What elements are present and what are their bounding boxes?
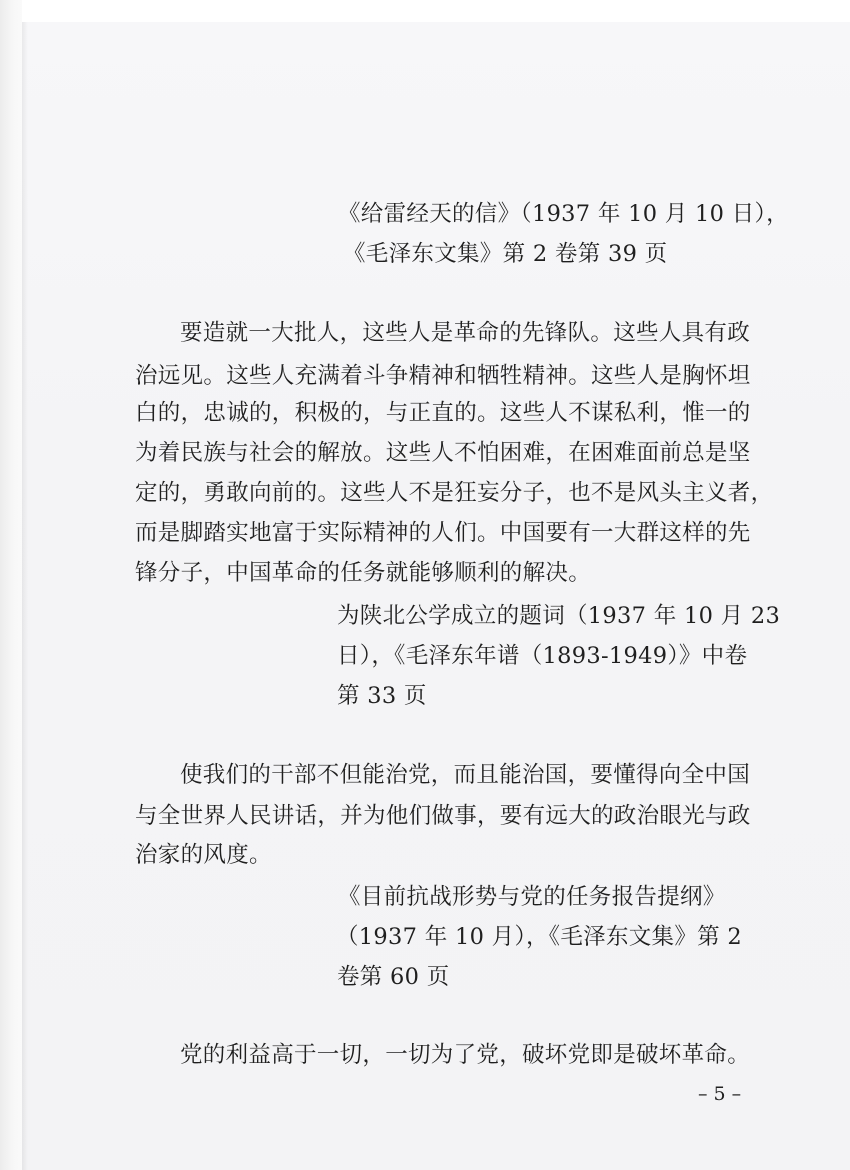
scan-left-margin [0, 0, 22, 1170]
paragraph-line: 为着民族与社会的解放。这些人不怕困难，在困难面前总是坚 [135, 440, 751, 466]
paragraph-line: 治远见。这些人充满着斗争精神和牺牲精神。这些人是胸怀坦 [135, 363, 751, 389]
paragraph-line: 而是脚踏实地富于实际精神的人们。中国要有一大群这样的先 [135, 520, 751, 546]
document-page [22, 22, 850, 1170]
paragraph-line: 使我们的干部不但能治党，而且能治国，要懂得向全中国 [180, 762, 751, 788]
paragraph-line: 党的利益高于一切，一切为了党，破坏党即是破坏革命。 [180, 1042, 751, 1068]
scan-top-margin [0, 0, 850, 22]
paragraph-line: 治家的风度。 [135, 842, 272, 868]
citation-line: 《给雷经天的信》（1937 年 10 月 10 日）， [338, 201, 789, 227]
citation-line: 《目前抗战形势与党的任务报告提纲》 [338, 884, 726, 910]
paragraph-line: 要造就一大批人，这些人是革命的先锋队。这些人具有政 [180, 320, 751, 346]
citation-line: 卷第 60 页 [337, 964, 450, 990]
citation-line: 为陕北公学成立的题词（1937 年 10 月 23 [337, 603, 781, 629]
citation-line: （1937 年 10 月），《毛泽东文集》第 2 [336, 924, 743, 950]
paragraph-line: 白的，忠诚的，积极的，与正直的。这些人不谋私利，惟一的 [135, 400, 751, 426]
page-edge-shadow [22, 22, 28, 1170]
citation-line: 第 33 页 [337, 683, 427, 709]
citation-line: 《毛泽东文集》第 2 卷第 39 页 [343, 241, 668, 267]
paragraph-line: 锋分子，中国革命的任务就能够顺利的解决。 [135, 560, 592, 586]
citation-line: 日），《毛泽东年谱（1893-1949）》中卷 [337, 643, 748, 669]
page-number: – 5 – [698, 1083, 742, 1105]
paragraph-line: 与全世界人民讲话，并为他们做事，要有远大的政治眼光与政 [135, 803, 751, 829]
paragraph-line: 定的，勇敢向前的。这些人不是狂妄分子，也不是风头主义者， [135, 480, 774, 506]
